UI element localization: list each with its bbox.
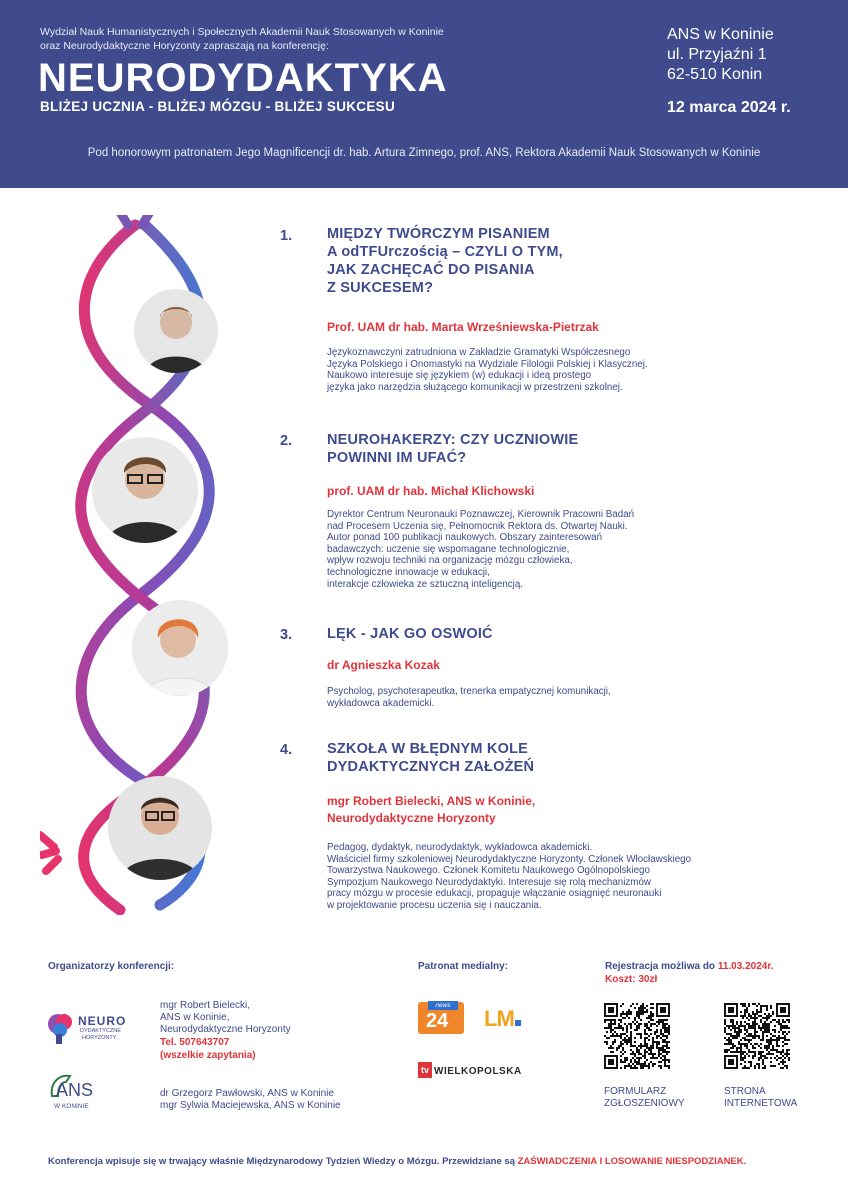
talk-2-number: 2. bbox=[280, 433, 293, 449]
conference-date: 12 marca 2024 r. bbox=[667, 99, 791, 116]
talk-1-title: MIĘDZY TWÓRCZYM PISANIEM A odTFUrczością – CZYLI O TYM, JAK ZACHĘCAĆ DO PISANIA Z SUKCESEM? bbox=[327, 226, 563, 296]
talk-2-title: NEUROHAKERZY: CZY UCZNIOWIE POWINNI IM UFAĆ? bbox=[327, 432, 579, 466]
news24-news-text: news bbox=[428, 1001, 458, 1010]
logo-neuro-text: NEURO bbox=[78, 1014, 127, 1028]
venue-line-3: 62-510 Konin bbox=[667, 66, 763, 83]
lm-logo bbox=[484, 1006, 521, 1032]
intro-line-2: oraz Neurodydaktyczne Horyzonty zapraszają na konferencję: bbox=[40, 40, 329, 52]
tv-wielkopolska-logo bbox=[418, 1060, 542, 1080]
person-icon bbox=[132, 600, 228, 696]
talk-4-title: SZKOŁA W BŁĘDNYM KOLE DYDAKTYCZNYCH ZAŁOŻEŃ bbox=[327, 741, 535, 775]
news24-logo bbox=[418, 1002, 464, 1034]
header-banner bbox=[0, 0, 848, 188]
bottom-note bbox=[48, 1156, 746, 1167]
website-label: STRONA INTERNETOWA bbox=[724, 1086, 798, 1109]
talk-3-bio: Psycholog, psychoterapeutka, trenerka empatycznej komunikacji, wykładowca akademicki. bbox=[327, 686, 611, 709]
registration-date: 11.03.2024r. bbox=[717, 961, 774, 972]
conference-title: NEURODYDAKTYKA bbox=[38, 56, 448, 100]
talk-4-bio: Pedagog, dydaktyk, neurodydaktyk, wykładowca akademicki. Właściciel firmy szkoleniowej Neurodydaktyczne Horyzonty. Członek Włocławskiego Towarzystwa Naukowego. Członek Komitetu Naukowego Ogólnopolskiego Sympozjum Naukowego Neurodydaktyki. Interesuje się rolą mechanizmów pracy mózgu w procesie edukacji, propaguje włączanie osiągnięć neuronauki w projektowanie procesu uczenia się i nauczania. bbox=[327, 842, 692, 911]
venue-line-1: ANS w Koninie bbox=[667, 26, 774, 43]
conference-subtitle: BLIŻEJ UCZNIA - BLIŻEJ MÓZGU - BLIŻEJ SUKCESU bbox=[40, 99, 396, 114]
intro-text bbox=[40, 25, 444, 53]
venue-line-2: ul. Przyjaźni 1 bbox=[667, 46, 767, 63]
honorary-patronage: Pod honorowym patronatem Jego Magnificencji dr. hab. Artura Zimnego, prof. ANS, Rektora Akademii Nauk Stosowanych w Koninie bbox=[87, 147, 761, 159]
registration-cost: Koszt: 30zł bbox=[605, 974, 658, 985]
lm-logo-text: LM bbox=[484, 1006, 514, 1031]
speaker-1-photo bbox=[134, 289, 218, 373]
speaker-4-photo bbox=[108, 776, 212, 880]
wielkopolska-text: WIELKOPOLSKA bbox=[434, 1066, 522, 1077]
logo-neuro-sub1: DYDAKTYCZNE bbox=[80, 1028, 121, 1034]
talk-1-bio: Językoznawczyni zatrudniona w Zakładzie Gramatyki Współczesnego Języka Polskiego i Onomastyki na Wydziale Filologii Polskiej i Klasycznej. Naukowo interesuje się językiem (w) edukacji i ideą prostego języka jako narzędzia służącego komunikacji w przestrzeni szkolnej. bbox=[327, 347, 648, 393]
venue-address bbox=[667, 25, 774, 85]
bottom-note-text: Konferencja wpisuje się w trwający właśnie Międzynarodowy Tydzień Wiedzy o Mózgu. Przewidziane są bbox=[48, 1156, 515, 1167]
talk-3-speaker: dr Agnieszka Kozak bbox=[327, 658, 440, 672]
intro-line-1: Wydział Nauk Humanistycznych i Społecznych Akademii Nauk Stosowanych w Koninie bbox=[40, 26, 444, 38]
lm-dot-icon bbox=[515, 1020, 521, 1026]
talk-3-number: 3. bbox=[280, 627, 293, 643]
registration-info bbox=[605, 961, 773, 972]
ans-konin-logo bbox=[48, 1072, 108, 1118]
bottom-note-highlight: ZAŚWIADCZENIA I LOSOWANIE NIESPODZIANEK. bbox=[517, 1156, 747, 1167]
helix-bottom-branch bbox=[40, 835, 58, 871]
speaker-2-photo bbox=[92, 437, 198, 543]
registration-form-label: FORMULARZ ZGŁOSZENIOWY bbox=[604, 1086, 685, 1109]
talk-2-speaker: prof. UAM dr hab. Michał Klichowski bbox=[327, 484, 535, 498]
talk-2-bio: Dyrektor Centrum Neuronauki Poznawczej, Kierownik Pracowni Badań nad Procesem Uczenia się, Pełnomocnik Rektora ds. Otwartej Nauki. Autor ponad 100 publikacji naukowych. Obszary zainteresowań badawczych: uczenie się wspomagane technologicznie, wpływ rozwoju techniki na organizację mózgu człowieka, technologiczne innowacje w edukacji, interakcje człowieka ze sztuczną inteligencją. bbox=[327, 509, 635, 590]
logo-neuro-sub2: HORYZONTY bbox=[82, 1035, 117, 1041]
neurodydaktyczne-horyzonty-logo bbox=[46, 1008, 138, 1052]
talk-4-number: 4. bbox=[280, 742, 293, 758]
organizer-1-phone: Tel. 507643707 bbox=[160, 1037, 230, 1048]
logo-ans-sub: W KONINIE bbox=[54, 1103, 89, 1110]
media-patrons-heading: Patronat medialny: bbox=[418, 961, 509, 972]
news24-number-text: 24 bbox=[426, 1010, 449, 1032]
person-icon bbox=[92, 437, 198, 543]
speaker-3-photo bbox=[132, 600, 228, 696]
tv-badge-text: tv bbox=[418, 1062, 432, 1078]
brain-icon bbox=[46, 1010, 76, 1046]
talk-4-speaker: mgr Robert Bielecki, ANS w Koninie, Neurodydaktyczne Horyzonty bbox=[327, 794, 536, 825]
talk-3-title: LĘK - JAK GO OSWOIĆ bbox=[327, 626, 493, 642]
organizers-heading: Organizatorzy konferencji: bbox=[48, 961, 175, 972]
person-icon bbox=[134, 289, 218, 373]
logo-ans-text: ANS bbox=[56, 1080, 94, 1100]
talk-1-speaker: Prof. UAM dr hab. Marta Wrześniewska-Pietrzak bbox=[327, 320, 599, 334]
organizer-2-details: dr Grzegorz Pawłowski, ANS w Koninie mgr Sylwia Maciejewska, ANS w Koninie bbox=[160, 1088, 341, 1111]
talk-1-number: 1. bbox=[280, 228, 293, 244]
website-qr-code[interactable] bbox=[724, 1003, 790, 1069]
organizer-1-note: (wszelkie zapytania) bbox=[160, 1050, 256, 1061]
person-icon bbox=[108, 776, 212, 880]
registration-text: Rejestracja możliwa do bbox=[605, 961, 716, 972]
registration-form-qr-code[interactable] bbox=[604, 1003, 670, 1069]
organizer-1-details: mgr Robert Bielecki, ANS w Koninie, Neurodydaktyczne Horyzonty bbox=[160, 1000, 291, 1035]
